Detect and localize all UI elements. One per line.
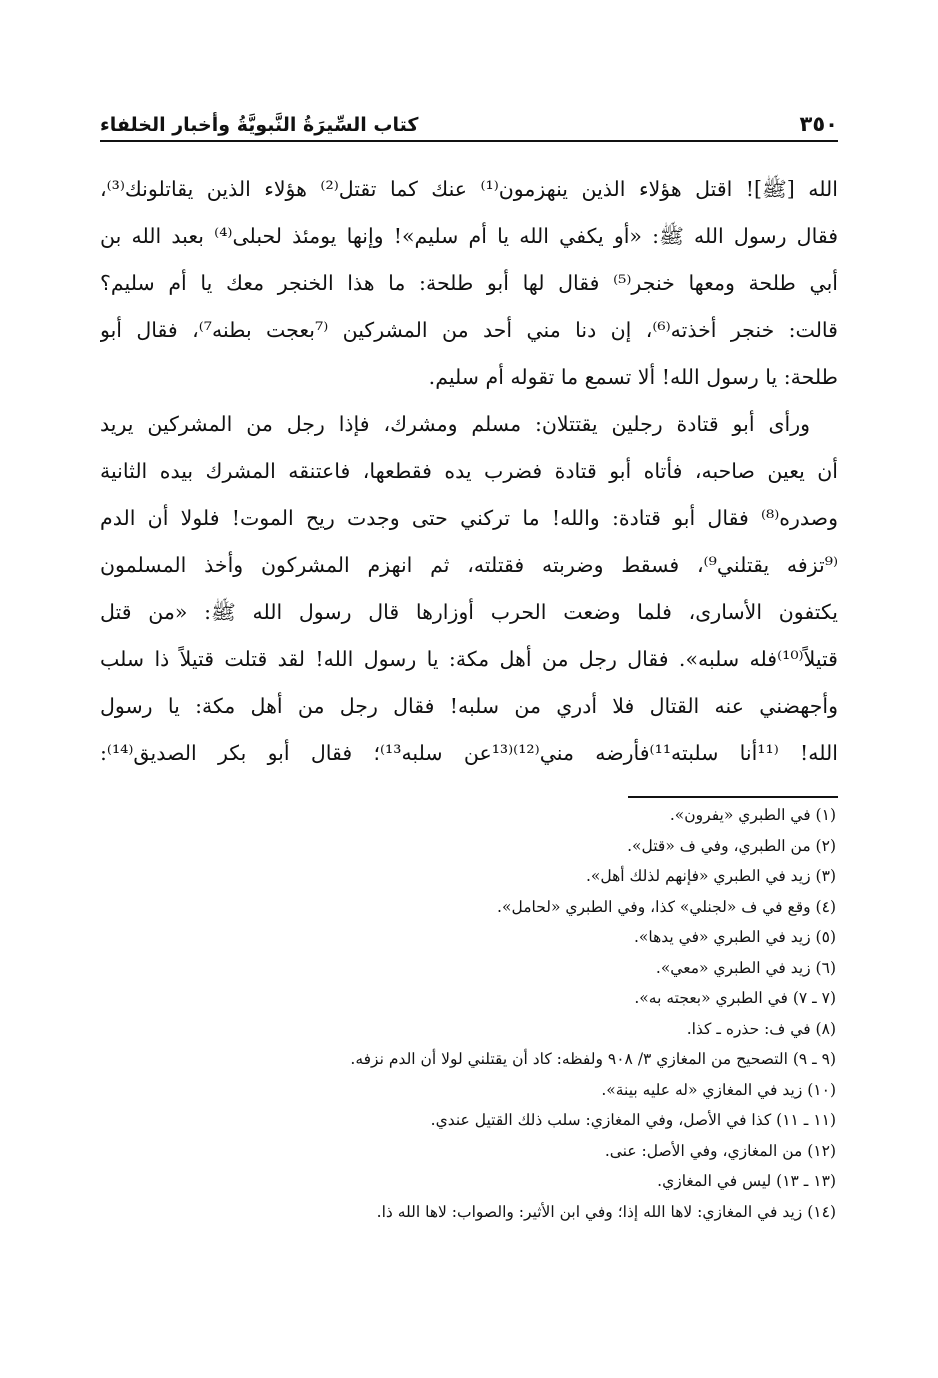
footnote: (١١ ـ ١١) كذا في الأصل، وفي المغازي: سلب ذلك القتيل عندي. — [430, 1111, 836, 1129]
text-line: أن يعين صاحبه، فأتاه أبو قتادة فضرب يده فقطعها، فاعتنقه المشرك بيده الثانية — [100, 459, 838, 483]
text-line: قتيلاً⁽¹⁰⁾فله سلبه». فقال رجل من أهل مكة: يا رسول الله! لقد قتلت قتيلاً ذا سلب — [100, 647, 838, 671]
running-header — [100, 100, 838, 136]
text-line: قالت: خنجر أخذته⁽⁶⁾، إن دنا مني أحد من المشركين ⁽⁷بعجت بطنه⁷⁾، فقال أبو — [100, 318, 838, 342]
footnote: (٤) وقع في ف «لجنلي» كذا، وفي الطبري «لحامل». — [497, 897, 836, 916]
text-line: ⁽⁹تزفه يقتلني⁹⁾، فسقط وضربته فقتلته، ثم انهزم المشركون وأخذ المسلمون — [100, 553, 838, 577]
book-title: كتاب السِّيرَةُ النَّبويَّةُ وأخبار الخلفاء — [100, 114, 419, 136]
footnote: (١٤) زيد في المغازي: لاها الله إذا؛ وفي ابن الأثير: والصواب: لاها الله ذا. — [376, 1202, 836, 1221]
footnote: (١٢) من المغازي، وفي الأصل: عنى. — [604, 1141, 836, 1160]
text-line: الله! ⁽¹¹أنا سلبته¹¹⁾فأرضه مني⁽¹²⁾⁽¹³عن سلبه¹³⁾؛ فقال أبو بكر الصديق⁽¹⁴⁾: — [100, 741, 838, 765]
text-line: يكتفون الأسارى، فلما وضعت الحرب أوزارها قال رسول الله ﷺ: «من قتل — [100, 600, 838, 624]
page-number: ٣٥٠ — [799, 112, 838, 136]
footnote: (٥) زيد في الطبري «في يدها». — [633, 928, 836, 946]
footnote: (٨) في ف: حذره ـ كذا. — [686, 1019, 836, 1038]
footnote-separator — [628, 796, 838, 798]
footnote: (٩ ـ ٩) التصحيح من المغازي ٣/ ٩٠٨ ولفظه: كاد أن يقتلني لولا أن الدم نزفه. — [350, 1050, 836, 1068]
text-line: وصدره⁽⁸⁾ فقال أبو قتادة: والله! ما تركني حتى وجدت ريح الموت! فلولا أن الدم — [100, 506, 838, 530]
text-line: طلحة: يا رسول الله! ألا تسمع ما تقوله أم سليم. — [428, 365, 838, 389]
paragraph-first-line: ورأى أبو قتادة رجلين يقتتلان: مسلم ومشرك، فإذا رجل من المشركين يريد — [100, 412, 810, 436]
footnote: (٦) زيد في الطبري «معي». — [655, 958, 836, 977]
footnote: (١) في الطبري «يفرون». — [669, 806, 836, 824]
header-rule — [100, 140, 838, 142]
main-text — [100, 166, 838, 777]
footnotes — [100, 800, 836, 1227]
footnote: (١٠) زيد في المغازي «له عليه بينة». — [601, 1080, 836, 1099]
footnote: (١٣ ـ ١٣) ليس في المغازي. — [657, 1172, 836, 1190]
text-line: الله [ﷺ]! اقتل هؤلاء الذين ينهزمون⁽¹⁾ عنك كما تقتل⁽²⁾ هؤلاء الذين يقاتلونك⁽³⁾، — [100, 177, 838, 201]
text-line: أبي طلحة ومعها خنجر⁽⁵⁾ فقال لها أبو طلحة: ما هذا الخنجر معك يا أم سليم؟ — [100, 271, 838, 295]
footnote: (٢) من الطبري، وفي ف «قتل». — [627, 836, 836, 855]
footnote: (٣) زيد في الطبري «فإنهم لذلك أهل». — [585, 867, 836, 885]
text-line: وأجهضني عنه القتال فلا أدري من سلبه! فقال رجل من أهل مكة: يا رسول — [100, 694, 838, 718]
footnote: (٧ ـ ٧) في الطبري «بعجته به». — [634, 989, 836, 1007]
text-line: فقال رسول الله ﷺ: «أو يكفي الله يا أم سليم»! وإنها يومئذ لحبلى⁽⁴⁾ بعبد الله بن — [100, 224, 838, 248]
